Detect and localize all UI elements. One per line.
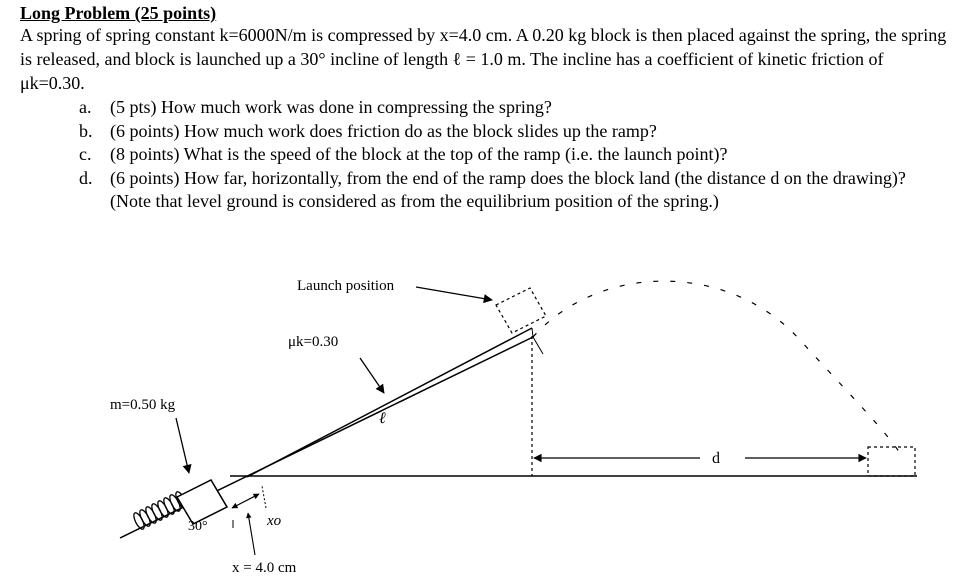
trajectory-path	[533, 281, 902, 456]
question-label: d.	[79, 167, 93, 188]
mu-pointer	[360, 358, 384, 393]
question-text: (5 pts) How much work was done in compressing the spring?	[110, 97, 552, 117]
question-label: c.	[79, 144, 92, 164]
problem-title: Long Problem (25 points)	[20, 3, 217, 23]
question-label: b.	[79, 120, 93, 141]
compression-pointer	[248, 513, 255, 555]
trajectory-end	[533, 337, 543, 354]
compression-label: x = 4.0 cm	[232, 560, 297, 576]
question-text: (6 points) How far, horizontally, from the end of the ramp does the block land (the distance d on the drawing)? (Note that level ground is considered as from the equilibrium position of the spring.)	[110, 167, 906, 211]
block	[177, 480, 227, 524]
launch-pointer	[416, 287, 492, 300]
distance-d-label: d	[712, 450, 720, 467]
mass-pointer	[176, 418, 189, 473]
launch-position-label: Launch position	[297, 278, 395, 294]
incline-upper-edge	[247, 328, 532, 477]
question-label: a.	[79, 97, 92, 117]
question-text: (6 points) How much work does friction do as the block slides up the ramp?	[110, 120, 657, 141]
block-landing-position	[868, 447, 915, 476]
friction-coefficient-label: μk=0.30	[288, 334, 339, 350]
angle-label: 30°	[188, 519, 208, 534]
question-text: (8 points) What is the speed of the block at the top of the ramp (i.e. the launch point)?	[110, 144, 728, 164]
problem-statement: A spring of spring constant k=6000N/m is compressed by x=4.0 cm. A 0.20 kg block is then placed against the spring, the spring is released, and block is launched up a 30° incline of length ℓ = 1.0 m. The incline has a coefficient of kinetic friction of μk=0.30.	[20, 25, 947, 93]
block-launch-position	[496, 288, 546, 333]
compression-arrow	[232, 494, 259, 508]
x0-label: xo	[267, 513, 282, 529]
incline-top-end	[532, 328, 533, 337]
ramp-length-label: ℓ	[379, 410, 386, 427]
x0-pointer	[262, 486, 266, 508]
mass-label: m=0.50 kg	[110, 397, 176, 413]
